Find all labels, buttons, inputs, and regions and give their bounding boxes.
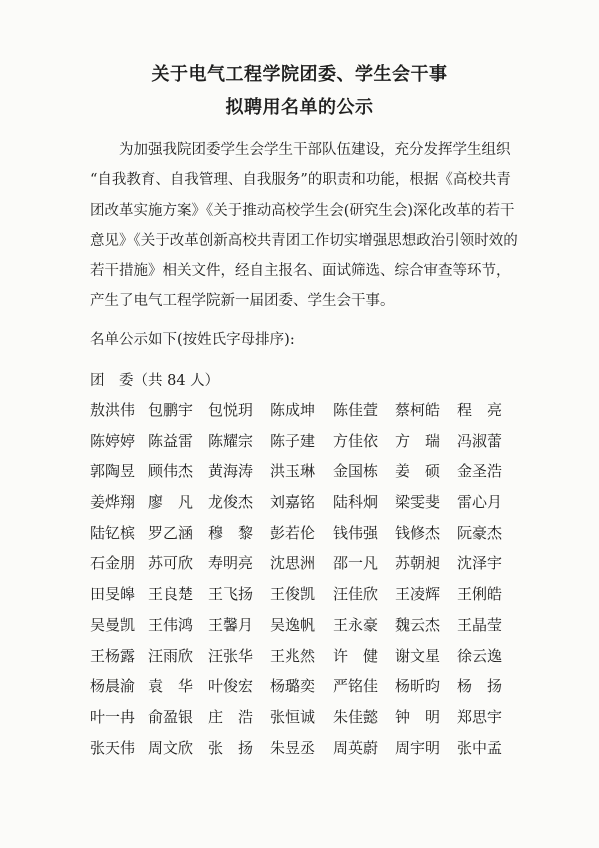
roster-row (90, 523, 513, 554)
member-name: 袁 华 (148, 677, 194, 696)
member-name: 廖 凡 (148, 493, 194, 512)
member-name: 张天伟 (90, 738, 136, 757)
roster-row (90, 738, 513, 769)
member-name: 吴曼凯 (90, 615, 136, 634)
roster-row (90, 646, 513, 677)
roster-row (90, 553, 513, 584)
member-name: 汪雨欣 (148, 646, 194, 665)
document-title-line-1: 关于电气工程学院团委、学生会干事 (151, 64, 448, 85)
member-name: 刘嘉铭 (270, 493, 316, 512)
member-name: 顾伟杰 (148, 462, 194, 481)
member-name: 陈子建 (270, 431, 316, 450)
member-name: 方佳依 (333, 431, 379, 450)
member-name: 陈益雷 (148, 431, 194, 450)
member-name: 张中孟 (457, 738, 503, 757)
body-line: 若干措施》相关文件，经自主报名、面试筛选、综合审查等环节， (90, 263, 511, 280)
member-name: 朱佳懿 (333, 707, 379, 726)
member-name: 姜烨翔 (90, 493, 136, 512)
member-name: 严铭佳 (333, 677, 379, 696)
body-line: 产生了电气工程学院新一届团委、学生会干事。 (90, 293, 395, 310)
roster-heading: 团 委（共 84 人） (90, 373, 220, 389)
member-name: 庄 浩 (208, 707, 254, 726)
member-name: 王永豪 (333, 615, 379, 634)
member-name: 吴逸帆 (270, 615, 316, 634)
member-name: 陈成坤 (270, 401, 316, 419)
roster-row (90, 676, 513, 707)
member-name: 包悦玥 (208, 401, 254, 419)
member-name: 王馨月 (208, 615, 254, 634)
member-name: 陆科炯 (333, 493, 379, 512)
member-name: 陆钇槟 (90, 523, 136, 542)
roster-row (90, 707, 513, 738)
member-name: 王伟鸿 (148, 615, 194, 634)
member-name: 王凌辉 (395, 585, 441, 604)
roster-table (90, 400, 513, 768)
member-name: 魏云杰 (395, 615, 441, 634)
member-name: 徐云逸 (457, 646, 503, 665)
member-name: 王兆然 (270, 646, 316, 665)
member-name: 叶俊宏 (208, 677, 254, 696)
member-name: 陈婷婷 (90, 431, 136, 450)
member-name: 王良楚 (148, 585, 194, 604)
roster-row (90, 584, 513, 615)
roster-row (90, 615, 513, 646)
member-name: 杨昕昀 (395, 677, 441, 696)
roster-row (90, 461, 513, 492)
member-name: 罗乙涵 (148, 523, 194, 542)
member-name: 洪玉琳 (270, 462, 316, 481)
member-name: 谢文星 (395, 646, 441, 665)
body-line: 意见》《关于改革创新高校共青团工作切实增强思想政治引领时效的 (90, 232, 518, 249)
member-name: 陈佳萱 (333, 401, 379, 419)
member-name: 周文欣 (148, 738, 194, 757)
member-name: 周英蔚 (333, 738, 379, 757)
roster-row (90, 400, 513, 431)
member-name: 陈耀宗 (208, 431, 254, 450)
member-name: 姜 硕 (395, 462, 441, 481)
roster-row (90, 492, 513, 523)
member-name: 王俐皓 (457, 585, 503, 604)
member-name: 穆 黎 (208, 523, 254, 542)
member-name: 王晶莹 (457, 615, 503, 634)
member-name: 叶一冉 (90, 707, 136, 726)
member-name: 黄海涛 (208, 462, 254, 481)
member-name: 王俊凯 (270, 585, 316, 604)
member-name: 沈泽宇 (457, 554, 503, 573)
member-name: 包鹏宇 (148, 401, 194, 419)
document-title-line-2: 拟聘用名单的公示 (225, 97, 374, 118)
member-name: 杨璐奕 (270, 677, 316, 696)
member-name: 俞盈银 (148, 707, 194, 726)
member-name: 汪佳欣 (333, 585, 379, 604)
member-name: 朱昱丞 (270, 738, 316, 757)
member-name: 钟 明 (395, 707, 441, 726)
member-name: 王杨露 (90, 646, 136, 665)
member-name: 石金朋 (90, 554, 136, 573)
member-name: 方 瑞 (395, 431, 441, 450)
member-name: 金圣浩 (457, 462, 503, 481)
list-intro: 名单公示如下(按姓氏字母排序): (90, 332, 295, 348)
member-name: 金国栋 (333, 462, 379, 481)
member-name: 张 扬 (208, 738, 254, 757)
body-paragraph (90, 135, 518, 317)
member-name: 雷心月 (457, 493, 503, 512)
member-name: 钱修杰 (395, 523, 441, 542)
member-name: 苏可欣 (148, 554, 194, 573)
member-name: 杨晨渝 (90, 677, 136, 696)
member-name: 张恒诚 (270, 707, 316, 726)
member-name: 寿明亮 (208, 554, 254, 573)
body-line: 为加强我院团委学生会学生干部队伍建设，充分发挥学生组织 (119, 142, 511, 158)
member-name: 许 健 (333, 646, 379, 665)
member-name: 龙俊杰 (208, 493, 254, 512)
member-name: 程 亮 (457, 401, 503, 419)
member-name: 彭若伦 (270, 523, 316, 542)
roster-row (90, 431, 513, 462)
member-name: 敖洪伟 (90, 401, 136, 419)
member-name: 钱伟强 (333, 523, 379, 542)
member-name: 阮豪杰 (457, 523, 503, 542)
member-name: 苏朝昶 (395, 554, 441, 573)
body-line: 团改革实施方案》《关于推动高校学生会(研究生会)深化改革的若干 (90, 202, 515, 219)
member-name: 汪张华 (208, 646, 254, 665)
member-name: 梁雯斐 (395, 493, 441, 512)
member-name: 郑思宇 (457, 707, 503, 726)
member-name: 田旻皞 (90, 585, 136, 604)
member-name: 杨 扬 (457, 677, 503, 696)
body-line: “自我教育、自我管理、自我服务”的职责和功能，根据《高校共青 (90, 172, 511, 189)
member-name: 冯淑蕾 (457, 431, 503, 450)
member-name: 沈思洲 (270, 554, 316, 573)
member-name: 郭陶昱 (90, 462, 136, 481)
member-name: 邵一凡 (333, 554, 379, 573)
member-name: 蔡柯皓 (395, 401, 441, 419)
member-name: 周宇明 (395, 738, 441, 757)
member-name: 王飞扬 (208, 585, 254, 604)
